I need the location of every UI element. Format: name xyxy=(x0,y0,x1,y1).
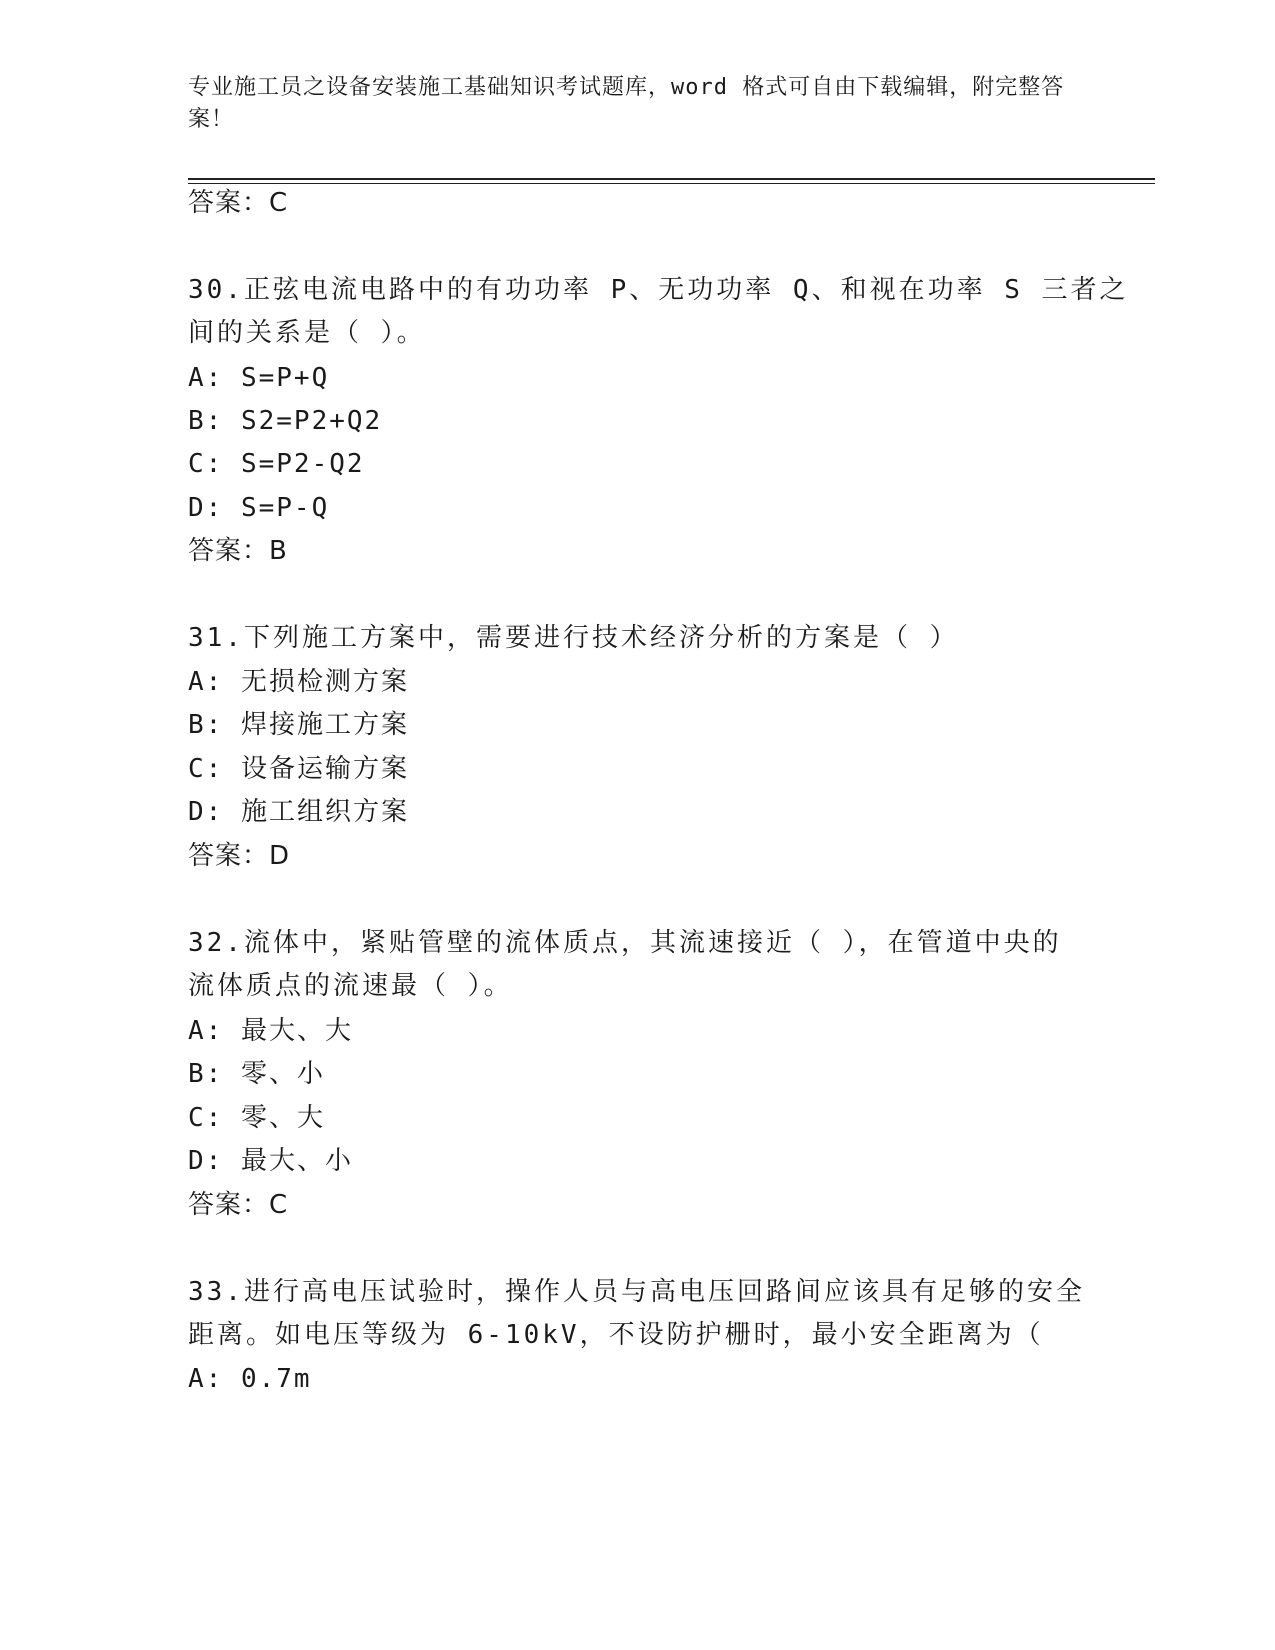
question-31-option-d: D: 施工组织方案 xyxy=(188,797,409,827)
question-32-option-b: B: 零、小 xyxy=(188,1059,325,1089)
header-divider-thick xyxy=(188,178,1155,180)
header-divider-thin xyxy=(188,183,1155,184)
question-30-option-b: B: S2=P2+Q2 xyxy=(188,406,383,436)
question-33-text-line-1: 33.进行高电压试验时，操作人员与高电压回路间应该具有足够的安全 xyxy=(188,1277,1085,1307)
question-31-option-c: C: 设备运输方案 xyxy=(188,754,409,784)
question-32-option-a: A: 最大、大 xyxy=(188,1016,353,1046)
question-33-option-a: A: 0.7m xyxy=(188,1364,312,1394)
question-32-option-c: C: 零、大 xyxy=(188,1103,325,1133)
question-30-option-a: A: S=P+Q xyxy=(188,363,330,393)
answer-31: 答案：D xyxy=(188,841,291,871)
question-31-option-b: B: 焊接施工方案 xyxy=(188,710,409,740)
question-33-text-line-2: 距离。如电压等级为 6-10kV，不设防护栅时，最小安全距离为（ xyxy=(188,1320,1044,1350)
question-30-text-line-1: 30.正弦电流电路中的有功功率 P、无功功率 Q、和视在功率 S 三者之 xyxy=(188,275,1129,305)
question-32-option-d: D: 最大、小 xyxy=(188,1146,353,1176)
question-31-option-a: A: 无损检测方案 xyxy=(188,667,409,697)
answer-30: 答案：B xyxy=(188,536,288,566)
question-31-text-line-1: 31.下列施工方案中，需要进行技术经济分析的方案是（ ） xyxy=(188,623,959,653)
question-30-option-d: D: S=P-Q xyxy=(188,493,330,523)
question-30-text-line-2: 间的关系是（ ）。 xyxy=(188,318,426,348)
question-32-text-line-2: 流体质点的流速最（ ）。 xyxy=(188,971,513,1001)
document-header: 专业施工员之设备安装施工基础知识考试题库，word 格式可自由下载编辑，附完整答案！ xyxy=(188,75,1065,132)
answer-29: 答案：C xyxy=(188,188,289,218)
question-30-option-c: C: S=P2-Q2 xyxy=(188,449,365,479)
question-32-text-line-1: 32.流体中，紧贴管壁的流体质点，其流速接近（ ），在管道中央的 xyxy=(188,928,1062,958)
answer-32: 答案：C xyxy=(188,1190,289,1220)
